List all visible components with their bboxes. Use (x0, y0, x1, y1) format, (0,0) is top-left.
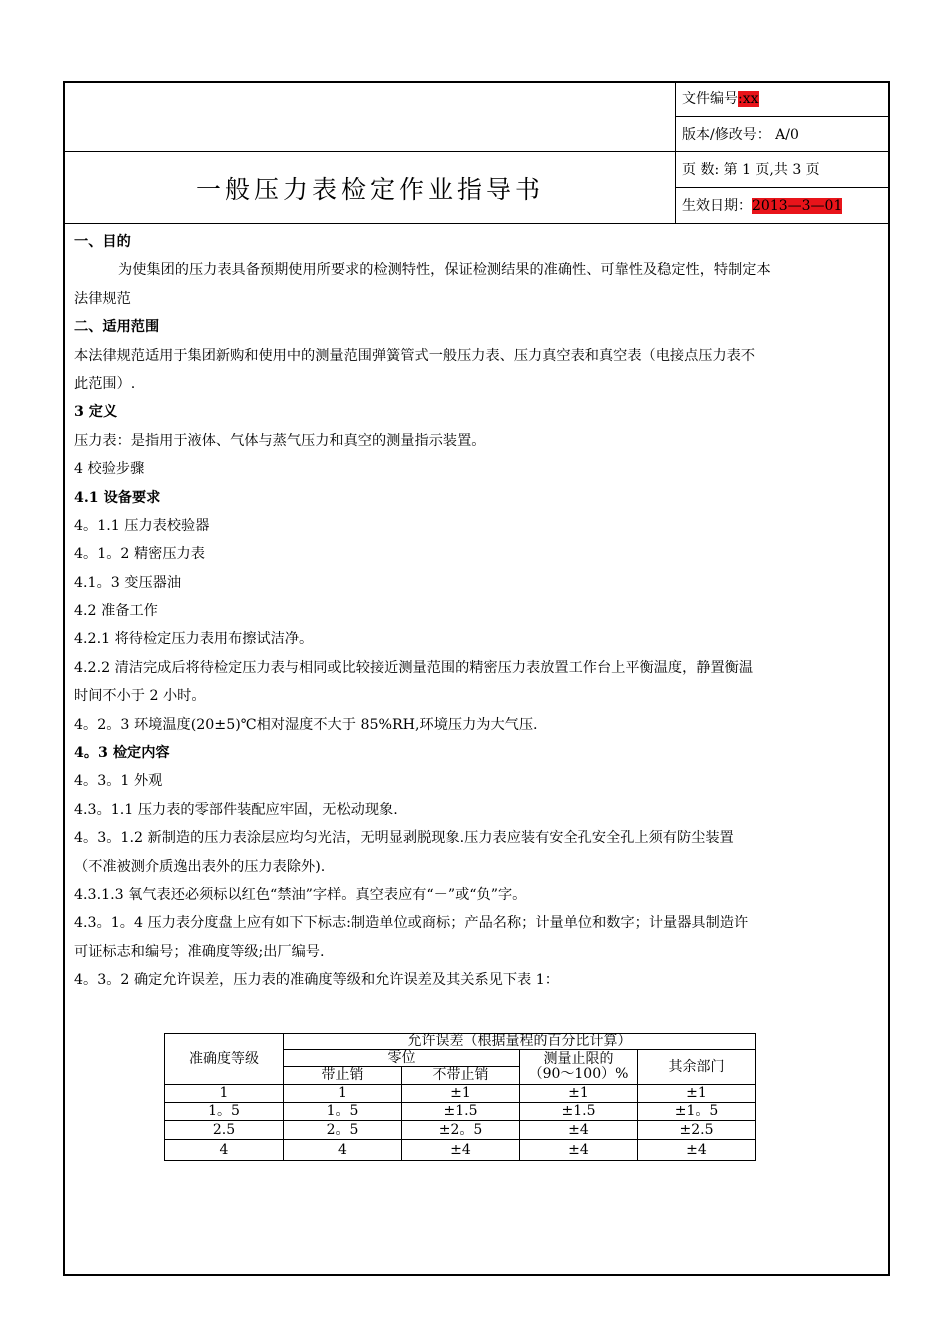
list-item: 4.2.1 将待检定压力表用布擦试洁净。 (74, 631, 314, 648)
header-divider (63, 151, 890, 152)
table-cell: 4 (284, 1140, 402, 1161)
header-zero: 零位 (284, 1050, 520, 1067)
document-title: 一般压力表检定作业指导书 (195, 175, 544, 204)
header-upper-limit-line2: （90～100）% (528, 1066, 629, 1082)
list-item: 时间不小于 2 小时。 (74, 688, 206, 705)
header-other: 其余部门 (638, 1050, 756, 1085)
paragraph-line: 法律规范 (74, 290, 131, 307)
header-upper-limit (520, 1050, 638, 1085)
list-item: 4.2.2 清洁完成后将待检定压力表与相同或比较接近测量范围的精密压力表放置工作台上平衡温度，静置衡温 (74, 659, 754, 676)
list-item: 4.3。1.1 压力表的零部件装配应牢固，无松动现象. (74, 801, 398, 818)
paragraph-line: 此范围）. (74, 375, 136, 392)
list-item: 4。3。1.2 新制造的压力表涂层应均匀光洁，无明显剥脱现象.压力表应装有安全孔安全孔上须有防尘装置 (74, 830, 734, 847)
table-cell: 1 (284, 1085, 402, 1103)
header-upper-limit-line1: 测量止限的 (543, 1051, 614, 1067)
effective-date (682, 198, 842, 214)
table-cell: 4 (165, 1140, 284, 1161)
list-item: （不准被测介质逸出表外的压力表除外). (74, 858, 326, 875)
list-item: 4.1。3 变压器油 (74, 574, 182, 591)
page-count: 页 数: 第 1 页,共 3 页 (682, 162, 820, 178)
version (682, 127, 799, 143)
paragraph-line: 为使集团的压力表具备预期使用所要求的检测特性，保证检测结果的准确性、可靠性及稳定性，特制定本 (118, 262, 771, 279)
table-cell: ±1.5 (520, 1103, 638, 1121)
table-row (165, 1085, 756, 1103)
doc-number (682, 91, 759, 107)
table-cell: 2。5 (284, 1121, 402, 1140)
table-cell: ±2。5 (402, 1121, 520, 1140)
version-label: 版本/修改号： (682, 127, 771, 143)
list-item: 4。2。3 环境温度(20±5)℃相对湿度不大于 85%RH,环境压力为大气压. (74, 716, 538, 733)
header-without-stop-pin: 不带止销 (402, 1067, 520, 1085)
list-item: 4。1.1 压力表校验器 (74, 517, 210, 534)
doc-number-value: :xx (738, 91, 759, 107)
paragraph-line: 本法律规范适用于集团新购和使用中的测量范围弹簧管式一般压力表、压力真空表和真空表（电接点压力表不 (74, 347, 756, 364)
subsection-heading: 4。3 检定内容 (74, 745, 170, 762)
header-tolerance: 允许误差（根据量程的百分比计算） (284, 1034, 756, 1050)
table-cell: ±1 (520, 1085, 638, 1103)
table-cell: 2.5 (165, 1121, 284, 1140)
table-row (165, 1121, 756, 1140)
meta-row-divider-3 (675, 187, 890, 188)
meta-row-divider-1 (675, 116, 890, 117)
doc-number-label: 文件编号 (682, 91, 738, 107)
table-cell: ±1。5 (638, 1103, 756, 1121)
header-with-stop-pin: 带止销 (284, 1067, 402, 1085)
section-heading: 4 校验步骤 (74, 461, 145, 478)
table-row (165, 1140, 756, 1161)
table-cell: ±1 (638, 1085, 756, 1103)
tolerance-table (164, 1033, 756, 1161)
table-cell: ±4 (520, 1121, 638, 1140)
list-item: 4。3。2 确定允许误差，压力表的准确度等级和允许误差及其关系见下表 1： (74, 972, 559, 989)
table-cell: ±1.5 (402, 1103, 520, 1121)
header-accuracy-class: 准确度等级 (165, 1034, 284, 1085)
table-cell: ±2.5 (638, 1121, 756, 1140)
paragraph-line: 压力表：是指用于液体、气体与蒸气压力和真空的测量指示装置。 (74, 432, 486, 449)
table-row (165, 1103, 756, 1121)
list-item: 4.3.1.3 氧气表还必须标以红色“禁油”字样。真空表应有“－”或“负”字。 (74, 886, 527, 903)
table-cell: ±4 (638, 1140, 756, 1161)
list-item: 4。3。1 外观 (74, 773, 163, 790)
list-item: 4。1。2 精密压力表 (74, 546, 205, 563)
section-heading: 3 定义 (74, 404, 118, 421)
effective-date-label: 生效日期： (682, 198, 752, 214)
list-item: 4.3。1。4 压力表分度盘上应有如下下标志:制造单位或商标；产品名称；计量单位和数字；计量器具制造许 (74, 915, 749, 932)
version-value: A/0 (775, 127, 799, 143)
table-cell: 1。5 (284, 1103, 402, 1121)
table-cell: 1。5 (165, 1103, 284, 1121)
table-cell: ±4 (520, 1140, 638, 1161)
effective-date-value: 2013—3—01 (752, 198, 843, 214)
table-cell: ±4 (402, 1140, 520, 1161)
subsection-heading: 4.2 准备工作 (74, 603, 158, 620)
document-body (74, 228, 886, 995)
section-heading: 二、适用范围 (74, 319, 160, 336)
list-item: 可证标志和编号；准确度等级;出厂编号. (74, 943, 325, 960)
subsection-heading: 4.1 设备要求 (74, 489, 161, 506)
table-cell: ±1 (402, 1085, 520, 1103)
table-cell: 1 (165, 1085, 284, 1103)
section-heading: 一、目的 (74, 234, 131, 250)
header-bottom-divider (63, 223, 890, 224)
